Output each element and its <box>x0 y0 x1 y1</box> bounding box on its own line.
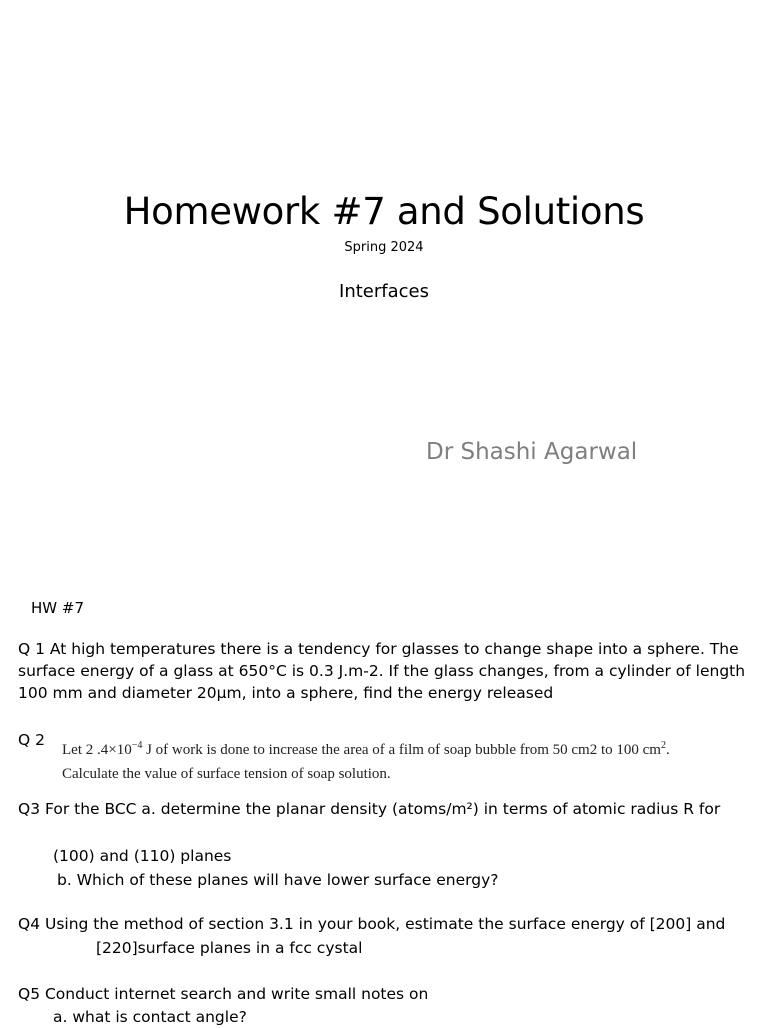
subject-label: Interfaces <box>339 281 429 302</box>
question-2 <box>62 734 752 786</box>
author-name: Dr Shashi Agarwal <box>426 439 638 465</box>
homework-label: HW #7 <box>31 599 84 617</box>
question-4: Q4 Using the method of section 3.1 in your book, estimate the surface energy of [200] and <box>18 915 726 933</box>
question-3: Q3 For the BCC a. determine the planar density (atoms/m²) in terms of atomic radius R for <box>18 800 721 818</box>
question-2-line-1 <box>62 734 752 762</box>
question-1: Q 1 At high temperatures there is a tendency for glasses to change shape into a sphere. The surface energy of a glass at 650°C is 0.3 J.m-2. If the glass changes, from a cylinder of length 100 mm and diameter 20μm, into a sphere, find the energy released <box>18 640 746 702</box>
question-3-continued: (100) and (110) planes <box>53 847 232 865</box>
question-2-exponent: −4 <box>131 740 143 751</box>
question-5: Q5 Conduct internet search and write small notes on <box>18 985 429 1003</box>
term-label: Spring 2024 <box>344 240 424 255</box>
question-2-text-b: J of work is done to increase the area of a film of soap bubble from 50 cm2 to 100 cm <box>142 742 661 758</box>
question-2-text-c: . <box>665 742 670 758</box>
page-title: Homework #7 and Solutions <box>123 190 645 233</box>
question-4-continued: [220]surface planes in a fcc cystal <box>96 939 363 957</box>
question-2-line-2: Calculate the value of surface tension of soap solution. <box>62 766 391 782</box>
question-2-number: Q 2 <box>18 731 45 749</box>
question-3-part-b: b. Which of these planes will have lower surface energy? <box>57 871 499 889</box>
question-2-text-a: Let 2 .4×10 <box>62 742 132 758</box>
question-5-part-a: a. what is contact angle? <box>53 1008 247 1026</box>
question-2-superscript: 2 <box>660 740 666 751</box>
